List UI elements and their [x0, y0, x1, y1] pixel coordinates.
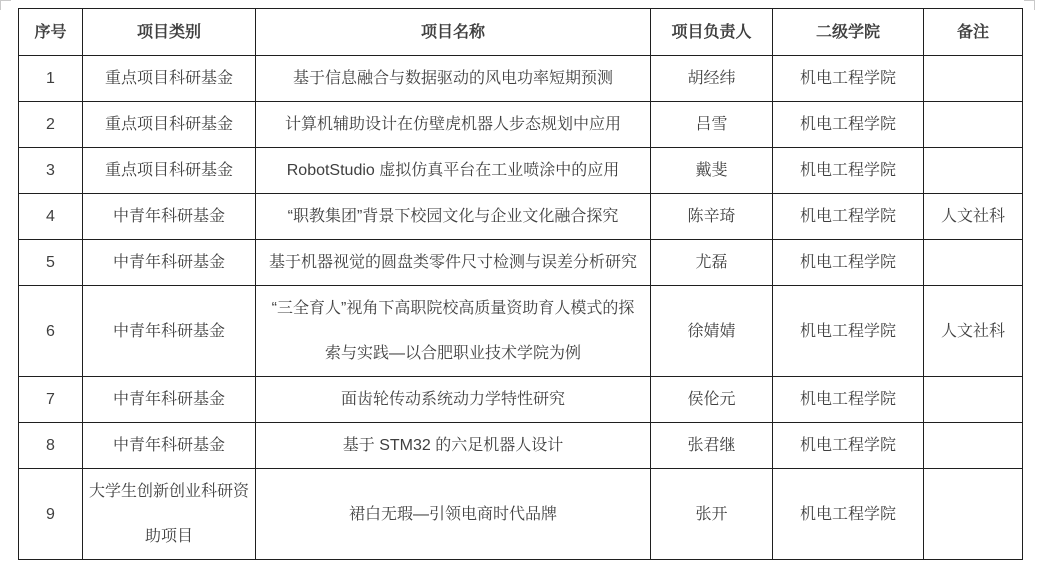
cell-project-name: 面齿轮传动系统动力学特性研究: [256, 377, 651, 423]
cell-note: 人文社科: [924, 194, 1023, 240]
cell-note: [924, 56, 1023, 102]
cell-serial-number: 8: [19, 423, 83, 469]
cell-project-category: 中青年科研基金: [83, 286, 256, 377]
header-cell-leader: 项目负责人: [651, 9, 773, 56]
cell-project-name: 基于 STM32 的六足机器人设计: [256, 423, 651, 469]
cell-note: [924, 377, 1023, 423]
cell-note: [924, 102, 1023, 148]
cell-college: 机电工程学院: [773, 469, 924, 560]
cell-project-leader: 胡经纬: [651, 56, 773, 102]
cell-serial-number: 1: [19, 56, 83, 102]
table-row: [19, 240, 1023, 286]
cell-project-leader: 徐婧婧: [651, 286, 773, 377]
table-row: [19, 102, 1023, 148]
table-row: [19, 423, 1023, 469]
header-cell-note: 备注: [924, 9, 1023, 56]
cell-college: 机电工程学院: [773, 56, 924, 102]
cell-college: 机电工程学院: [773, 102, 924, 148]
cell-serial-number: 7: [19, 377, 83, 423]
cell-project-category: 重点项目科研基金: [83, 148, 256, 194]
cell-note: [924, 469, 1023, 560]
cell-project-name: 基于机器视觉的圆盘类零件尺寸检测与误差分析研究: [256, 240, 651, 286]
table-row: [19, 194, 1023, 240]
cell-note: [924, 240, 1023, 286]
cell-project-name: 基于信息融合与数据驱动的风电功率短期预测: [256, 56, 651, 102]
cell-college: 机电工程学院: [773, 240, 924, 286]
cell-project-leader: 吕雪: [651, 102, 773, 148]
cell-project-name: RobotStudio 虚拟仿真平台在工业喷涂中的应用: [256, 148, 651, 194]
cell-college: 机电工程学院: [773, 377, 924, 423]
cell-serial-number: 6: [19, 286, 83, 377]
table-body: [19, 56, 1023, 560]
table-row: [19, 286, 1023, 377]
page-corner-mark-left: [0, 0, 11, 10]
cell-project-category: 中青年科研基金: [83, 240, 256, 286]
cell-project-category: 重点项目科研基金: [83, 56, 256, 102]
cell-college: 机电工程学院: [773, 194, 924, 240]
cell-college: 机电工程学院: [773, 286, 924, 377]
cell-project-name: “三全育人”视角下高职院校高质量资助育人模式的探索与实践—以合肥职业技术学院为例: [256, 286, 651, 377]
cell-note: [924, 148, 1023, 194]
cell-college: 机电工程学院: [773, 148, 924, 194]
header-cell-project-name: 项目名称: [256, 9, 651, 56]
cell-serial-number: 3: [19, 148, 83, 194]
table-row: [19, 148, 1023, 194]
header-cell-category: 项目类别: [83, 9, 256, 56]
table-row: [19, 377, 1023, 423]
header-row: [19, 9, 1023, 56]
cell-project-leader: 张君继: [651, 423, 773, 469]
cell-project-name: 裙白无瑕—引领电商时代品牌: [256, 469, 651, 560]
cell-project-name: “职教集团”背景下校园文化与企业文化融合探究: [256, 194, 651, 240]
table-row: [19, 469, 1023, 560]
projects-table: [18, 8, 1023, 560]
page-corner-mark-right: [1024, 0, 1035, 10]
cell-project-leader: 陈辛琦: [651, 194, 773, 240]
cell-project-leader: 张开: [651, 469, 773, 560]
header-cell-college: 二级学院: [773, 9, 924, 56]
cell-serial-number: 9: [19, 469, 83, 560]
cell-serial-number: 2: [19, 102, 83, 148]
header-cell-no: 序号: [19, 9, 83, 56]
table-row: [19, 56, 1023, 102]
cell-serial-number: 4: [19, 194, 83, 240]
cell-note: 人文社科: [924, 286, 1023, 377]
cell-project-category: 中青年科研基金: [83, 423, 256, 469]
cell-project-category: 中青年科研基金: [83, 194, 256, 240]
cell-college: 机电工程学院: [773, 423, 924, 469]
cell-serial-number: 5: [19, 240, 83, 286]
cell-note: [924, 423, 1023, 469]
cell-project-name: 计算机辅助设计在仿壁虎机器人步态规划中应用: [256, 102, 651, 148]
cell-project-leader: 戴斐: [651, 148, 773, 194]
cell-project-leader: 侯伦元: [651, 377, 773, 423]
cell-project-leader: 尤磊: [651, 240, 773, 286]
cell-project-category: 大学生创新创业科研资助项目: [83, 469, 256, 560]
cell-project-category: 重点项目科研基金: [83, 102, 256, 148]
cell-project-category: 中青年科研基金: [83, 377, 256, 423]
